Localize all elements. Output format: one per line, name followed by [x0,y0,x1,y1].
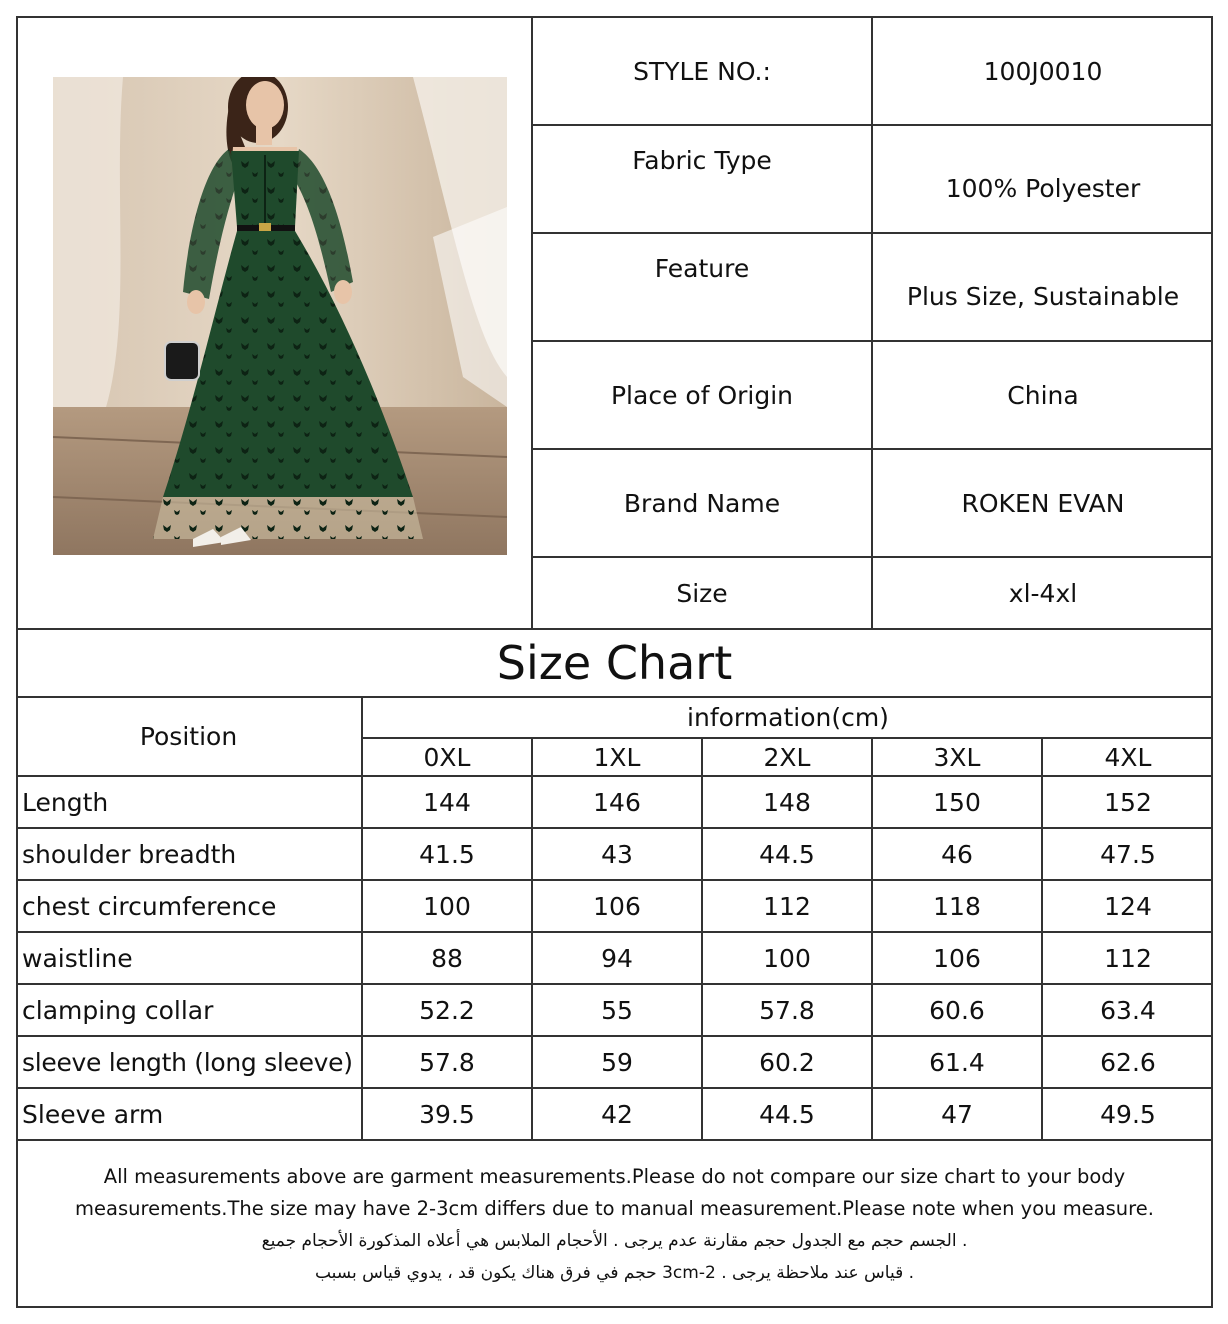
product-photo [53,77,507,555]
row-label-clamping-collar: clamping collar [22,995,214,1025]
table-cell: 39.5 [419,1099,475,1129]
spec-value-place-of-origin: China [1007,380,1079,410]
position-header: Position [139,722,238,751]
size-header-3xl: 3XL [933,742,981,772]
spec-label-style-no: STYLE NO.: [633,56,771,86]
table-cell: 144 [423,787,471,817]
spec-value-size: xl-4xl [1008,578,1078,608]
table-cell: 60.6 [929,995,985,1025]
row-label-waistline: waistline [22,943,133,973]
information-header: information(cm) [687,703,889,732]
table-cell: 150 [933,787,981,817]
table-cell: 94 [601,943,633,973]
table-cell: 49.5 [1100,1099,1156,1129]
row-label-sleeve-arm: Sleeve arm [22,1099,164,1129]
table-cell: 44.5 [759,839,815,869]
table-cell: 62.6 [1100,1047,1156,1077]
table-cell: 100 [423,891,471,921]
table-cell: 57.8 [759,995,815,1025]
table-cell: 55 [601,995,633,1025]
table-cell: 88 [431,943,463,973]
size-header-0xl: 0XL [423,742,471,772]
size-header-4xl: 4XL [1104,742,1152,772]
table-cell: 118 [933,891,981,921]
table-cell: 112 [1104,943,1152,973]
table-cell: 60.2 [759,1047,815,1077]
table-cell: 44.5 [759,1099,815,1129]
table-cell: 152 [1104,787,1152,817]
note-arabic-line-2: . قياس عند ملاحظة يرجى . 2-3cm حجم في فرق هناك يكون قد ، يدوي قياس بسبب [314,1263,915,1283]
spec-value-feature: Plus Size, Sustainable [906,281,1180,311]
dress-model-illustration [53,77,507,555]
table-cell: 148 [763,787,811,817]
table-cell: 46 [941,839,973,869]
table-cell: 52.2 [419,995,475,1025]
row-label-sleeve-length: sleeve length (long sleeve) [22,1047,353,1077]
spec-label-place-of-origin: Place of Origin [610,380,794,410]
table-cell: 59 [601,1047,633,1077]
row-label-length: Length [22,787,109,817]
spec-label-feature: Feature [654,254,750,283]
table-cell: 57.8 [419,1047,475,1077]
divider [16,1139,1213,1141]
spec-label-fabric-type: Fabric Type [632,146,772,175]
spec-value-style-no: 100J0010 [983,56,1103,86]
note-english-line-1: All measurements above are garment measurements.Please do not compare our size chart to your body [103,1165,1126,1188]
spec-label-size: Size [676,578,728,608]
spec-value-brand-name: ROKEN EVAN [961,488,1125,518]
table-cell: 124 [1104,891,1152,921]
table-cell: 61.4 [929,1047,985,1077]
spec-value-fabric-type: 100% Polyester [945,173,1141,203]
table-cell: 106 [933,943,981,973]
table-cell: 42 [601,1099,633,1129]
note-arabic-line-1: . الجسم حجم مع الجدول حجم مقارنة عدم يرجى . الأحجام الملابس هي أعلاه المذكورة الأحجام جميع [261,1231,968,1251]
row-label-shoulder-breadth: shoulder breadth [22,839,237,869]
row-label-chest-circumference: chest circumference [22,891,277,921]
table-cell: 47.5 [1100,839,1156,869]
table-cell: 100 [763,943,811,973]
table-cell: 106 [593,891,641,921]
table-cell: 43 [601,839,633,869]
size-header-1xl: 1XL [593,742,641,772]
measurement-note [20,1161,1209,1289]
table-cell: 112 [763,891,811,921]
size-header-2xl: 2XL [763,742,811,772]
note-english-line-2: measurements.The size may have 2-3cm differs due to manual measurement.Please note when you measure. [75,1197,1154,1220]
size-chart-title: Size Chart [496,636,733,690]
spec-label-brand-name: Brand Name [623,488,781,518]
table-cell: 63.4 [1100,995,1156,1025]
table-cell: 146 [593,787,641,817]
table-cell: 47 [941,1099,973,1129]
table-cell: 41.5 [419,839,475,869]
